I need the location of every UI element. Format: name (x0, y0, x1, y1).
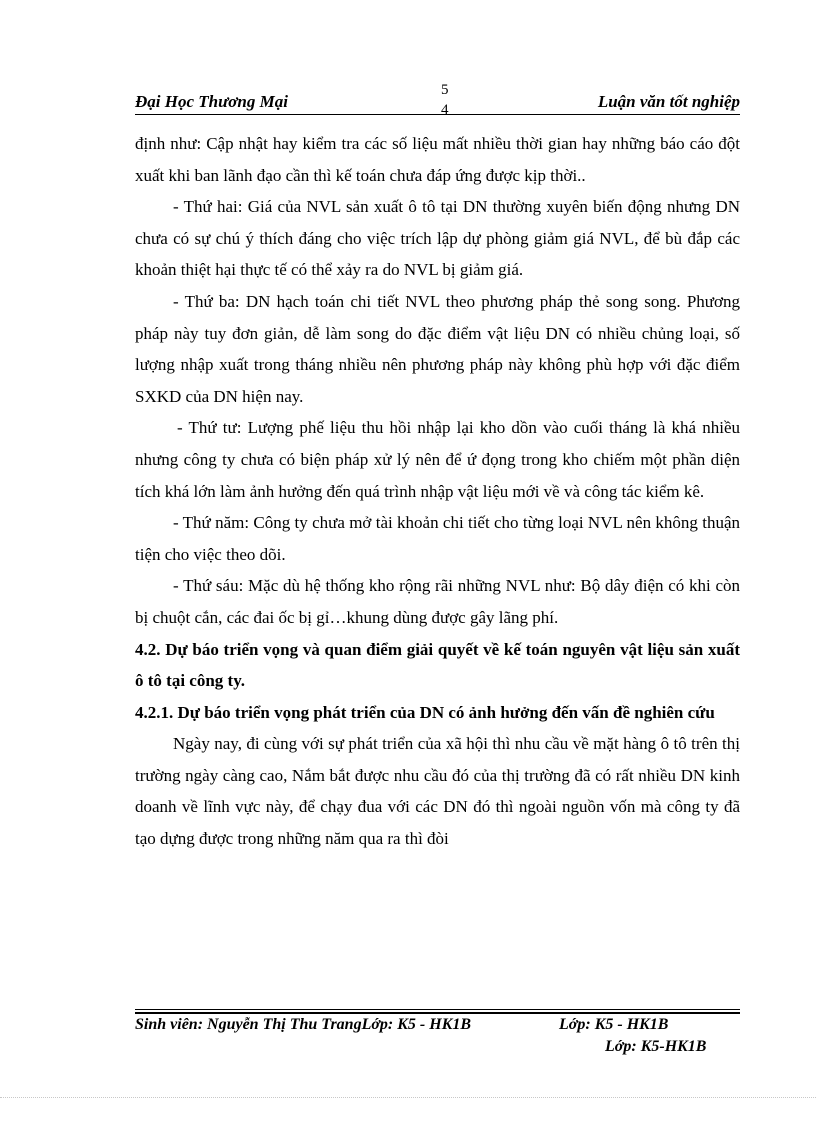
school-name: Đại Học Thương Mại (135, 92, 288, 111)
paragraph-thu-ba: - Thứ ba: DN hạch toán chi tiết NVL theo phương pháp thẻ song song. Phương pháp này tuy đơn giản, dễ làm song do đặc điểm vật liệu DN có nhiều chủng loại, số lượng nhập xuất trong tháng nhiều nên phương pháp này không phù hợp với đặc điểm SXKD của DN hiện nay. (135, 291, 740, 406)
page-bottom-dotted-line (0, 1097, 816, 1098)
footer-rule-thin (135, 1009, 740, 1010)
page-number-top: 5 (441, 82, 449, 98)
page-number-bottom: 4 (441, 102, 449, 118)
thesis-title: Luận văn tốt nghiệp (597, 92, 740, 111)
paragraph-thu-tu: - Thứ tư: Lượng phế liệu thu hồi nhập lại kho dồn vào cuối tháng là khá nhiều nhưng công ty chưa có biện pháp xử lý nên để ứ đọng trong kho chiếm một phần diện tích khá lớn làm ảnh hưởng đến quá trình nhập vật liệu mới về và công tác kiểm kê. (135, 418, 740, 501)
heading-4-2: 4.2. Dự báo triển vọng và quan điểm giải quyết về kế toán nguyên vật liệu sản xuất ô tô tại công ty. (135, 639, 740, 691)
heading-4-2-1: 4.2.1. Dự báo triển vọng phát triển của DN có ảnh hưởng đến vấn đề nghiên cứu (135, 702, 715, 722)
page-header (135, 80, 740, 118)
page-body (135, 128, 740, 855)
footer-rule-thick (135, 1012, 740, 1014)
footer-class-2: Lớp: K5-HK1B (605, 1038, 707, 1055)
paragraph-thu-hai: - Thứ hai: Giá của NVL sản xuất ô tô tại DN thường xuyên biến động nhưng DN chưa có sự chú ý thích đáng cho việc trích lập dự phòng giảm giá NVL, để bù đắp các khoản thiệt hại thực tế có thể xảy ra do NVL bị giảm giá. (135, 197, 740, 280)
paragraph-1: định như: Cập nhật hay kiểm tra các số liệu mất nhiều thời gian hay những báo cáo đột xuất khi ban lãnh đạo cần thì kế toán chưa đáp ứng được kịp thời.. (135, 134, 740, 185)
footer-class-1: Lớp: K5 - HK1B (559, 1016, 669, 1033)
paragraph-thu-sau: - Thứ sáu: Mặc dù hệ thống kho rộng rãi những NVL như: Bộ dây điện có khi còn bị chuột cắn, các đai ốc bị gỉ…khung dùng được gây lãng phí. (135, 576, 740, 627)
footer-student: Sinh viên: Nguyễn Thị Thu TrangLớp: K5 - HK1B (135, 1016, 472, 1033)
paragraph-ngay-nay: Ngày nay, đi cùng với sự phát triển của xã hội thì nhu cầu về mặt hàng ô tô trên thị trường ngày càng cao, Nắm bắt được nhu cầu đó của thị trường đã có rất nhiều DN kinh doanh về lĩnh vực này, để chạy đua với các DN đó thì ngoài nguồn vốn mà công ty đã tạo dựng được trong những năm qua ra thì đòi (135, 734, 740, 849)
paragraph-thu-nam: - Thứ năm: Công ty chưa mở tài khoản chi tiết cho từng loại NVL nên không thuận tiện cho việc theo dõi. (135, 513, 740, 564)
